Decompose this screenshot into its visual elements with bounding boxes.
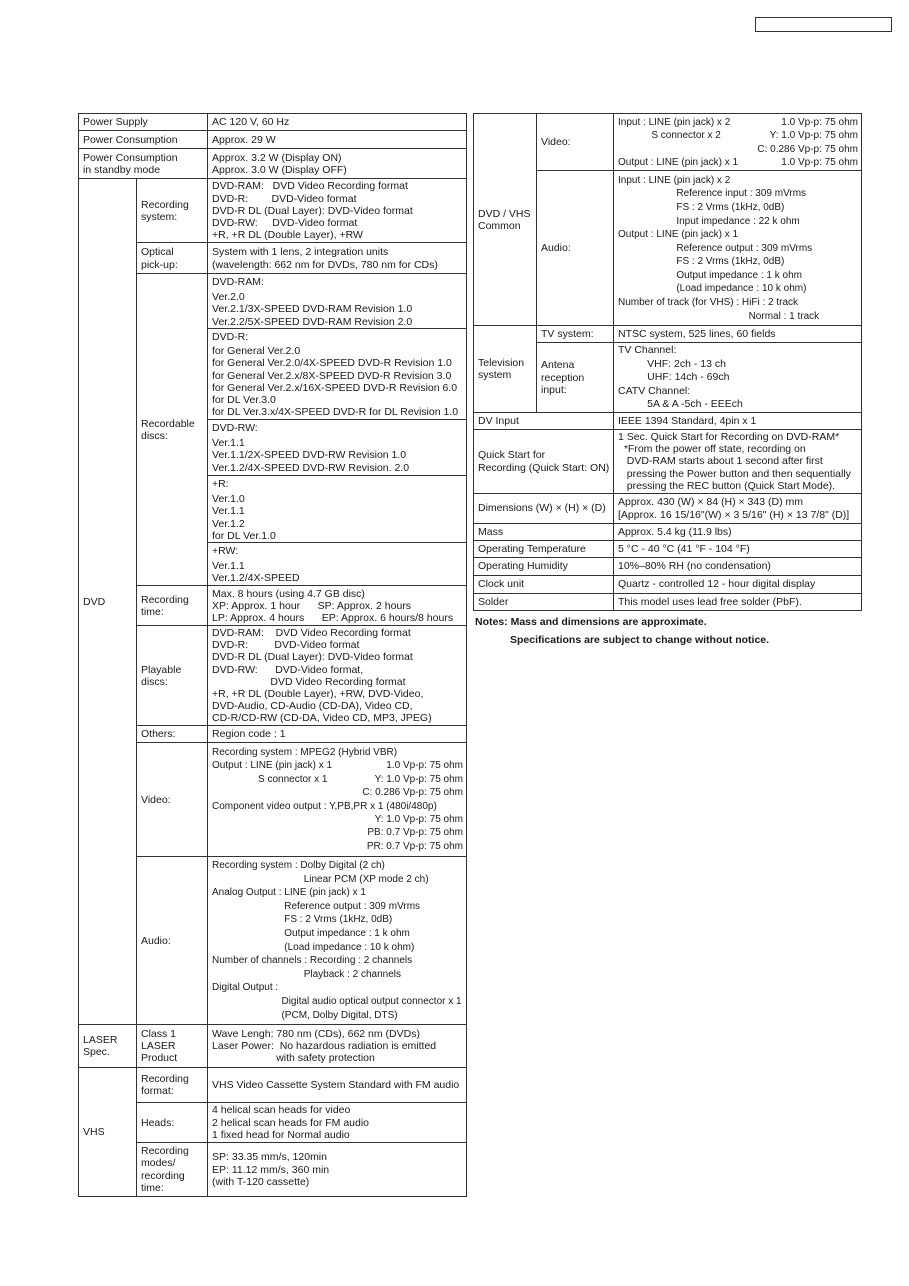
table-row [474, 114, 862, 171]
audio-value: Recording system : Dolby Digital (2 ch) Linear PCM (XP mode 2 ch) Analog Output : LINE (pin jack) x 1 Reference output : 309 mVrms FS : 2 Vrms (1kHz, 0dB) Output impedance : 1 k ohm (Load impedance : 10 k ohm) Number of channels : Recording : 2 channels Playback : 2 channels Digital Output : Digital audio optical output connector x 1 (PCM, Dolby Digital, DTS) [208, 856, 467, 1024]
table-row [79, 742, 467, 856]
vhs-heads-label: Heads: [137, 1102, 208, 1142]
table-row [79, 626, 467, 726]
dv-input-label: DV Input [474, 412, 614, 429]
clock-unit-value: Quartz - controlled 12 - hour digital display [614, 575, 862, 593]
dimensions-label: Dimensions (W) × (H) × (D) [474, 493, 614, 523]
table-row [79, 1142, 467, 1196]
others-value: Region code : 1 [208, 725, 467, 742]
vhs-recording-format-value: VHS Video Cassette System Standard with FM audio [208, 1067, 467, 1102]
dvd-vhs-common-label: DVD / VHS Common [474, 114, 537, 326]
table-row [474, 575, 862, 593]
dvd-rw-versions: DVD-RW: Ver.1.1 Ver.1.1/2X-SPEED DVD-RW Revision 1.0 Ver.1.2/4X-SPEED DVD-RW Revision. 2.0 [208, 419, 466, 475]
power-standby-label: Power Consumption in standby mode [79, 149, 208, 179]
dvd-ram-versions: DVD-RAM: Ver.2.0 Ver.2.1/3X-SPEED DVD-RAM Revision 1.0 Ver.2.2/5X-SPEED DVD-RAM Revision 2.0 [212, 276, 413, 328]
antenna-label: Antena reception input: [537, 343, 614, 413]
laser-group-label: LASER Spec. [79, 1024, 137, 1067]
table-row [79, 114, 467, 131]
recording-system-label: Recording system: [137, 179, 208, 243]
table-row [79, 179, 467, 243]
table-row [79, 274, 467, 586]
operating-humidity-value: 10%–80% RH (no condensation) [614, 557, 862, 575]
others-label: Others: [137, 725, 208, 742]
page-number-box [755, 17, 892, 32]
specifications-table-right [473, 113, 862, 611]
table-row [79, 149, 467, 179]
vhs-modes-label: Recording modes/ recording time: [137, 1142, 208, 1196]
table-row [79, 1067, 467, 1102]
table-row [79, 856, 467, 1024]
vhs-modes-value: SP: 33.35 mm/s, 120min EP: 11.12 mm/s, 360 min (with T-120 cassette) [208, 1142, 467, 1196]
common-video-label: Video: [537, 114, 614, 171]
antenna-value: TV Channel: VHF: 2ch - 13 ch UHF: 14ch - 69ch CATV Channel: 5A & A -5ch - EEEch [614, 343, 862, 413]
recording-time-value: Max. 8 hours (using 4.7 GB disc) XP: Approx. 1 hour SP: Approx. 2 hours LP: Approx. 4 hours EP: Approx. 6 hours/8 hours [208, 586, 467, 626]
operating-humidity-label: Operating Humidity [474, 557, 614, 575]
video-label: Video: [137, 742, 208, 856]
audio-label: Audio: [137, 856, 208, 1024]
recordable-discs-value [208, 274, 467, 586]
power-consumption-label: Power Consumption [79, 131, 208, 149]
recordable-discs-label: Recordable discs: [137, 274, 208, 586]
recording-system-value: DVD-RAM: DVD Video Recording format DVD-R: DVD-Video format DVD-R DL (Dual Layer): DVD-Video format DVD-RW: DVD-Video format +R, +R DL (Double Layer), +RW [208, 179, 467, 243]
playable-discs-value: DVD-RAM: DVD Video Recording format DVD-R: DVD-Video format DVD-R DL (Dual Layer): DVD-Video format DVD-RW: DVD-Video format, DVD Video Recording format +R, +R DL (Double Layer), +RW, DVD-Video, DVD-Audio, CD-Audio (CD-DA), Video CD, CD-R/CD-RW (CD-DA, Video CD, MP3, JPEG) [208, 626, 467, 726]
vhs-heads-value: 4 helical scan heads for video 2 helical scan heads for FM audio 1 fixed head for Normal audio [208, 1102, 467, 1142]
power-consumption-value: Approx. 29 W [208, 131, 467, 149]
quick-start-value: 1 Sec. Quick Start for Recording on DVD-RAM* *From the power off state, recording on DVD-RAM starts about 1 second after first pressing the Power button and then sequentially pressing the REC button (Quick Start Mode). [614, 429, 862, 493]
dvd-group-label: DVD [79, 179, 137, 1025]
notes-text: Notes: Mass and dimensions are approximate. [475, 616, 707, 628]
table-row [474, 326, 862, 343]
power-supply-value: AC 120 V, 60 Hz [208, 114, 467, 131]
table-row [474, 412, 862, 429]
tv-system-value: NTSC system, 525 lines, 60 fields [614, 326, 862, 343]
table-row [79, 243, 467, 274]
tv-system-label: TV system: [537, 326, 614, 343]
dv-input-value: IEEE 1394 Standard, 4pin x 1 [614, 412, 862, 429]
table-row [79, 131, 467, 149]
table-row [79, 1024, 467, 1067]
solder-label: Solder [474, 593, 614, 610]
television-system-label: Television system [474, 326, 537, 413]
table-row [79, 1102, 467, 1142]
table-row [79, 725, 467, 742]
operating-temperature-label: Operating Temperature [474, 540, 614, 557]
table-row [474, 540, 862, 557]
table-row [79, 586, 467, 626]
common-audio-value: Input : LINE (pin jack) x 2 Reference input : 309 mVrms FS : 2 Vrms (1kHz, 0dB) Input impedance : 22 k ohm Output : LINE (pin jack) x 1 Reference output : 309 mVrms FS : 2 Vrms (1kHz, 0dB) Output impedance : 1 k ohm (Load impedance : 10 k ohm) Number of track (for VHS) : HiFi : 2 track Normal : 1 track [614, 171, 862, 326]
mass-value: Approx. 5.4 kg (11.9 lbs) [614, 523, 862, 540]
optical-pickup-label: Optical pick-up: [137, 243, 208, 274]
operating-temperature-value: 5 °C - 40 °C (41 °F - 104 °F) [614, 540, 862, 557]
laser-value: Wave Lengh: 780 nm (CDs), 662 nm (DVDs) Laser Power: No hazardous radiation is emitted with safety protection [208, 1024, 467, 1067]
table-row [474, 523, 862, 540]
solder-value: This model uses lead free solder (PbF). [614, 593, 862, 610]
power-supply-label: Power Supply [79, 114, 208, 131]
plus-rw-versions: +RW: Ver.1.1 Ver.1.2/4X-SPEED [208, 542, 466, 585]
dimensions-value: Approx. 430 (W) × 84 (H) × 343 (D) mm [Approx. 16 15/16"(W) × 3 5/16" (H) × 13 7/8" (D)] [614, 493, 862, 523]
common-video-value: Input : LINE (pin jack) x 2 1.0 Vp-p: 75 ohm S connector x 2 Y: 1.0 Vp-p: 75 ohm C: 0.286 Vp-p: 75 ohm Output : LINE (pin jack) x 1 1.0 Vp-p: 75 ohm [614, 114, 862, 171]
vhs-group-label: VHS [79, 1067, 137, 1196]
video-value: Recording system : MPEG2 (Hybrid VBR) Output : LINE (pin jack) x 1 1.0 Vp-p: 75 ohm S connector x 1 Y: 1.0 Vp-p: 75 ohm C: 0.286 Vp-p: 75 ohm Component video output : Y,PB,PR x 1 (480i/480p) Y: 1.0 Vp-p: 75 ohm PB: 0.7 Vp-p: 75 ohm PR: 0.7 Vp-p: 75 ohm [208, 742, 467, 856]
playable-discs-label: Playable discs: [137, 626, 208, 726]
recording-time-label: Recording time: [137, 586, 208, 626]
plus-r-versions: +R: Ver.1.0 Ver.1.1 Ver.1.2 for DL Ver.1.0 [208, 475, 466, 542]
clock-unit-label: Clock unit [474, 575, 614, 593]
common-audio-label: Audio: [537, 171, 614, 326]
quick-start-label: Quick Start for Recording (Quick Start: ON) [474, 429, 614, 493]
specifications-table-left [78, 113, 467, 1197]
notice-text: Specifications are subject to change without notice. [510, 634, 770, 646]
table-row [474, 593, 862, 610]
dvd-r-versions: DVD-R: for General Ver.2.0 for General Ver.2.0/4X-SPEED DVD-R Revision 1.0 for General Ver.2.x/8X-SPEED DVD-R Revision 3.0 for General Ver.2.x/16X-SPEED DVD-R Revision 6.0 for DL Ver.3.0 for DL Ver.3.x/4X-SPEED DVD-R for DL Revision 1.0 [208, 328, 466, 419]
laser-class-label: Class 1 LASER Product [137, 1024, 208, 1067]
table-row [474, 493, 862, 523]
mass-label: Mass [474, 523, 614, 540]
optical-pickup-value: System with 1 lens, 2 integration units (wavelength: 662 nm for DVDs, 780 nm for CDs) [208, 243, 467, 274]
table-row [474, 429, 862, 493]
power-standby-value: Approx. 3.2 W (Display ON) Approx. 3.0 W (Display OFF) [208, 149, 467, 179]
table-row [474, 557, 862, 575]
vhs-recording-format-label: Recording format: [137, 1067, 208, 1102]
